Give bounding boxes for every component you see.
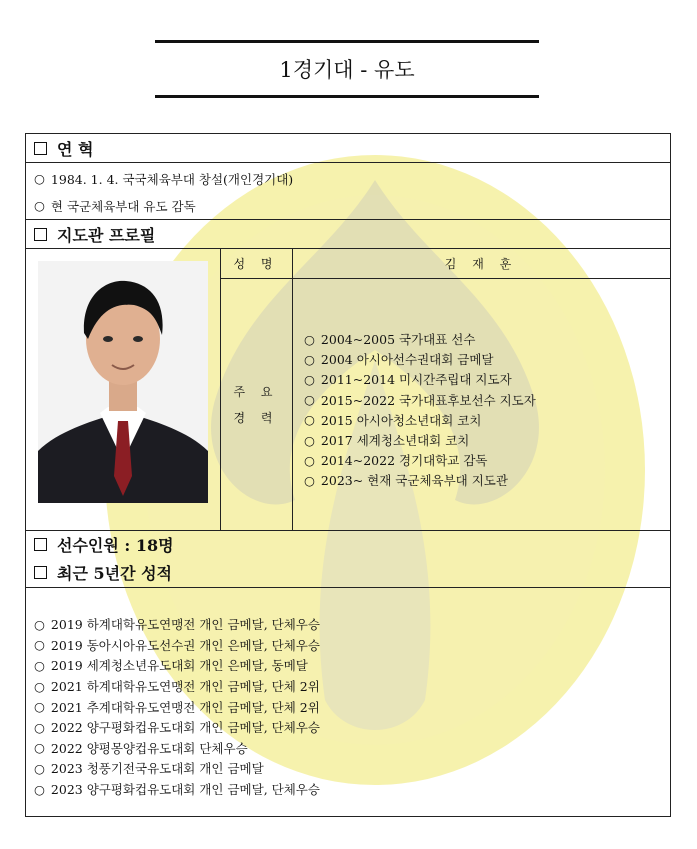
- career-item: [304, 450, 536, 470]
- name-label: 성 명: [233, 257, 279, 271]
- circle-bullet-icon: ○: [34, 616, 45, 632]
- result-item: [34, 738, 320, 759]
- circle-bullet-icon: ○: [34, 678, 45, 694]
- history-heading-row: [26, 134, 670, 163]
- career-label-1: 주 요: [233, 384, 279, 399]
- players-heading: 선수인원 : 18명: [57, 536, 174, 555]
- result-item-text: 2021 하계대학유도연맹전 개인 금메달, 단체 2위: [50, 679, 320, 695]
- career-label-2: 경 력: [233, 410, 279, 425]
- result-item: [34, 676, 320, 697]
- checkbox-square-icon: [34, 566, 47, 579]
- history-item-text: 현 국군체육부대 유도 감독: [50, 198, 196, 214]
- name-value: 김 재 훈: [444, 257, 518, 271]
- career-item-text: 2014~2022 경기대학교 감독: [320, 453, 488, 469]
- career-item: [304, 410, 536, 430]
- history-item: [26, 192, 670, 219]
- result-item-text: 2019 하계대학유도연맹전 개인 금메달, 단체우승: [50, 617, 320, 633]
- career-item: [304, 470, 536, 490]
- page-title: 1경기대 - 유도: [155, 40, 539, 98]
- career-item: [304, 349, 536, 369]
- result-item-text: 2023 양구평화컵유도대회 개인 금메달, 단체우승: [50, 782, 320, 798]
- result-item-text: 2021 추계대학유도연맹전 개인 금메달, 단체 2위: [50, 699, 320, 715]
- results-heading-row: [26, 558, 670, 588]
- result-item: [34, 758, 320, 779]
- circle-bullet-icon: ○: [304, 351, 315, 367]
- circle-bullet-icon: ○: [304, 432, 315, 448]
- circle-bullet-icon: ○: [304, 392, 315, 408]
- career-item-text: 2023~ 현재 국군체육부대 지도관: [320, 473, 508, 489]
- coach-photo: [38, 261, 208, 503]
- profile-heading-row: [26, 220, 670, 249]
- career-item: [304, 390, 536, 410]
- history-items-row: [26, 163, 670, 220]
- checkbox-square-icon: [34, 228, 47, 241]
- result-item: [34, 696, 320, 717]
- history-heading: 연 혁: [57, 139, 94, 159]
- circle-bullet-icon: ○: [304, 452, 315, 468]
- circle-bullet-icon: ○: [34, 699, 45, 715]
- result-item: [34, 635, 320, 656]
- career-item: [304, 430, 536, 450]
- career-item-text: 2004 아시아선수권대회 금메달: [320, 352, 494, 368]
- result-item-text: 2019 세계청소년유도대회 개인 은메달, 동메달: [50, 658, 308, 674]
- result-item-text: 2023 청풍기전국유도대회 개인 금메달: [50, 761, 264, 777]
- circle-bullet-icon: ○: [34, 781, 45, 797]
- career-list: [304, 329, 536, 491]
- info-sheet: [25, 133, 671, 817]
- career-item-text: 2017 세계청소년대회 코치: [320, 433, 470, 449]
- history-item-text: 1984. 1. 4. 국국체육부대 창설(개인경기대): [50, 171, 294, 187]
- circle-bullet-icon: ○: [34, 171, 45, 186]
- circle-bullet-icon: ○: [34, 740, 45, 756]
- results-heading: 최근 5년간 성적: [57, 564, 173, 583]
- result-item-text: 2022 양구평화컵유도대회 개인 금메달, 단체우승: [50, 720, 320, 736]
- coach-portrait-image: [38, 261, 208, 503]
- results-list: [34, 614, 320, 799]
- results-section: [26, 588, 670, 816]
- result-item: [34, 614, 320, 635]
- circle-bullet-icon: ○: [304, 412, 315, 428]
- checkbox-square-icon: [34, 538, 47, 551]
- circle-bullet-icon: ○: [34, 760, 45, 776]
- profile-table: [26, 249, 670, 531]
- circle-bullet-icon: ○: [34, 637, 45, 653]
- circle-bullet-icon: ○: [34, 198, 45, 213]
- profile-heading: 지도관 프로필: [57, 225, 156, 245]
- circle-bullet-icon: ○: [304, 371, 315, 387]
- result-item: [34, 717, 320, 738]
- career-item-text: 2011~2014 미시간주립대 지도자: [320, 372, 512, 388]
- career-item-text: 2015~2022 국가대표후보선수 지도자: [320, 392, 536, 408]
- result-item: [34, 779, 320, 800]
- players-heading-row: [26, 531, 678, 558]
- career-item-text: 2015 아시아청소년대회 코치: [320, 412, 482, 428]
- result-item-text: 2022 양평몽양컵유도대회 단체우승: [50, 740, 248, 756]
- circle-bullet-icon: ○: [34, 719, 45, 735]
- result-item: [34, 655, 320, 676]
- circle-bullet-icon: ○: [34, 657, 45, 673]
- circle-bullet-icon: ○: [304, 472, 315, 488]
- career-item-text: 2004~2005 국가대표 선수: [320, 332, 476, 348]
- checkbox-square-icon: [34, 142, 47, 155]
- result-item-text: 2019 동아시아유도선수권 개인 은메달, 단체우승: [50, 637, 320, 653]
- career-item: [304, 369, 536, 389]
- career-item: [304, 329, 536, 349]
- history-item: [26, 163, 670, 192]
- circle-bullet-icon: ○: [304, 331, 315, 347]
